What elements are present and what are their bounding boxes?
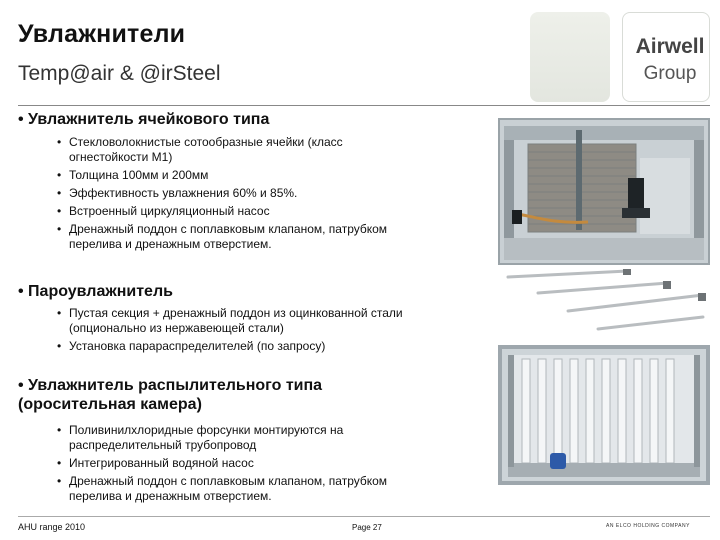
- section-heading-steam-humidifier: • Пароувлажнитель: [18, 283, 173, 300]
- logo-text-group: Group: [643, 63, 697, 84]
- cell-humidifier-photo: [498, 118, 710, 265]
- footer-divider: [18, 516, 710, 517]
- list-item: • Поливинилхлоридные форсунки монтируются на распределительный трубопровод: [57, 423, 407, 453]
- list-item: • Пустая секция + дренажный поддон из оцинкованной стали (опционально из нержавеющей стали): [57, 306, 457, 336]
- header-divider: [18, 105, 710, 106]
- cell-humidifier-list: [57, 135, 407, 255]
- list-item: • Интегрированный водяной насос: [57, 456, 407, 471]
- list-item: • Толщина 100мм и 200мм: [57, 168, 407, 183]
- page-subtitle: Temp@air & @irSteel: [18, 62, 221, 85]
- steam-distributor-photo: [498, 265, 710, 343]
- page-number: Page 27: [352, 523, 382, 532]
- logo-tile: [530, 12, 610, 102]
- list-item: • Дренажный поддон с поплавковым клапаном, патрубком перелива и дренажным отверстием.: [57, 474, 407, 504]
- list-item: • Встроенный циркуляционный насос: [57, 204, 407, 219]
- list-item: • Дренажный поддон с поплавковым клапаном, патрубком перелива и дренажным отверстием.: [57, 222, 407, 252]
- logo-text-company: Airwell: [635, 35, 705, 58]
- steam-humidifier-list: [57, 306, 457, 357]
- list-item: • Стекловолокнистые сотообразные ячейки (класс огнестойкости М1): [57, 135, 407, 165]
- section-heading-spray-humidifier: • Увлажнитель распылительного типа (оросительная камера): [18, 377, 323, 413]
- footer-company-tagline: AN ELCO HOLDING COMPANY: [606, 523, 690, 529]
- list-item: • Эффективность увлажнения 60% и 85%.: [57, 186, 407, 201]
- spray-humidifier-list: [57, 423, 407, 507]
- section-heading-cell-humidifier: • Увлажнитель ячейкового типа: [18, 111, 270, 128]
- list-item: • Установка парараспределителей (по запросу): [57, 339, 457, 354]
- footer-range-label: AHU range 2010: [18, 522, 86, 532]
- spray-chamber-photo: [498, 345, 710, 485]
- page-title: Увлажнители: [18, 20, 186, 48]
